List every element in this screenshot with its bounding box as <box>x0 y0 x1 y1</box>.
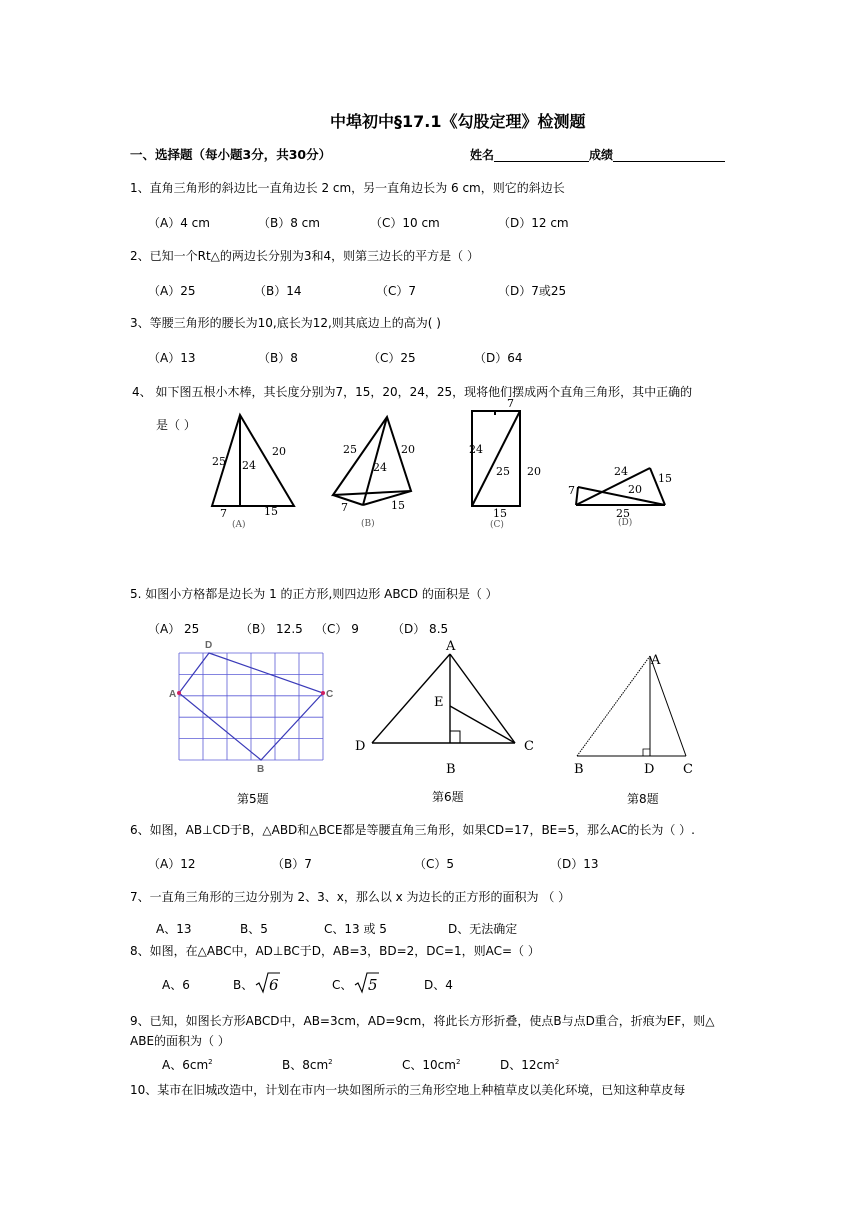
fig5-point-a: A <box>169 689 177 700</box>
fig4c-label-20: 20 <box>527 465 541 478</box>
q9-option-b <box>282 1058 333 1072</box>
figure-5-grid <box>165 636 345 781</box>
q8-option-b-label: B、 <box>233 978 254 992</box>
q5-stem: 5. 如图小方格都是边长为 1 的正方形,则四边形 ABCD 的面积是（ ） <box>130 587 498 601</box>
q3-option-c: （C）25 <box>368 351 416 365</box>
fig4a-label-24: 24 <box>242 459 256 472</box>
figure-4d <box>568 460 688 535</box>
fig6-point-c: C <box>524 739 534 754</box>
q3-option-a: （A）13 <box>148 351 196 365</box>
q7-option-b: B、5 <box>240 922 268 936</box>
name-blank[interactable] <box>494 148 589 162</box>
q9-option-c-text: C、10cm <box>402 1058 456 1072</box>
q7-option-c: C、13 或 5 <box>324 922 387 936</box>
fig4a-label-20: 20 <box>272 445 286 458</box>
q6-option-b: （B）7 <box>272 857 312 871</box>
q1-option-d: （D）12 cm <box>498 216 569 230</box>
fig4b-label-24: 24 <box>373 461 387 474</box>
q8-sqrt6-value: 6 <box>269 976 279 994</box>
fig4b-label-20: 20 <box>401 443 415 456</box>
q9-stem: 9、已知，如图长方形ABCD中，AB=3cm，AD=9cm，将此长方形折叠，使点B与点D重合，折痕为EF，则△ <box>130 1014 715 1028</box>
fig4a-label-7: 7 <box>220 507 227 520</box>
q8-sqrt6 <box>255 971 281 995</box>
q5-option-d: （D） 8.5 <box>392 622 449 636</box>
q9-option-c <box>402 1058 460 1072</box>
figure-8 <box>565 646 705 781</box>
fig4a-label-15: 15 <box>264 505 278 518</box>
fig4b-label-25: 25 <box>343 443 357 456</box>
q1-stem: 1、直角三角形的斜边比一直角边长 2 cm，另一直角边长为 6 cm，则它的斜边长 <box>130 181 565 195</box>
figure-4a <box>200 405 310 535</box>
fig6-point-a: A <box>446 639 456 654</box>
fig6-point-d: D <box>355 739 366 754</box>
fig6-point-b: B <box>446 762 456 777</box>
fig4a-label-25: 25 <box>212 455 226 468</box>
q1-option-a: （A）4 cm <box>148 216 210 230</box>
q2-option-d: （D）7或25 <box>498 284 567 298</box>
q6-stem: 6、如图，AB⊥CD于B，△ABD和△BCE都是等腰直角三角形，如果CD=17，BE=5，那么AC的长为（ ）. <box>130 823 695 837</box>
q4-stem-continued: 是（ ） <box>156 418 196 432</box>
q10-stem: 10、某市在旧城改造中，计划在市内一块如图所示的三角形空地上种植草皮以美化环境，已知这种草皮每 <box>130 1083 686 1097</box>
fig4c-caption: (C) <box>490 520 504 530</box>
fig4c-label-24: 24 <box>469 443 483 456</box>
q3-option-b: （B）8 <box>258 351 298 365</box>
q4-stem: 4、 如下图五根小木棒，其长度分别为7，15，20，24，25，现将他们摆成两个直角三角形，其中正确的 <box>132 385 693 399</box>
q6-option-a: （A）12 <box>148 857 196 871</box>
grid-lines <box>179 653 323 760</box>
figure-4b <box>325 405 435 535</box>
q6-option-c: （C）5 <box>414 857 455 871</box>
fig4b-caption: (B) <box>361 519 375 529</box>
fig6-point-e: E <box>434 695 444 710</box>
fig8-point-d: D <box>644 762 655 777</box>
fig4a-caption: (A) <box>232 520 246 530</box>
q9-option-c-sup: 2 <box>455 1058 461 1066</box>
fig4d-label-25: 25 <box>616 507 630 520</box>
q8-sqrt5 <box>354 971 380 995</box>
q9-option-a-text: A、6cm <box>162 1058 209 1072</box>
q2-stem: 2、已知一个Rt△的两边长分别为3和4，则第三边长的平方是（ ） <box>130 249 479 263</box>
q9-option-d-sup: 2 <box>554 1058 560 1066</box>
caption-fig8: 第8题 <box>627 792 659 806</box>
q5-option-a: （A） 25 <box>148 622 200 636</box>
fig4d-label-24: 24 <box>614 465 628 478</box>
q9-option-d-text: D、12cm <box>500 1058 555 1072</box>
fig5-point-d: D <box>205 640 213 651</box>
fig4c-label-15: 15 <box>493 507 507 520</box>
name-field[interactable] <box>470 148 725 162</box>
q9-option-b-text: B、8cm <box>282 1058 329 1072</box>
q9-option-a-sup: 2 <box>208 1058 213 1066</box>
q9-stem-continued: ABE的面积为（ ） <box>130 1034 230 1048</box>
q3-option-d: （D）64 <box>474 351 523 365</box>
fig4c-label-25: 25 <box>496 465 510 478</box>
caption-fig6: 第6题 <box>432 790 464 804</box>
q8-sqrt5-value: 5 <box>368 976 378 994</box>
fig4c-label-7: 7 <box>507 397 514 410</box>
q3-stem: 3、等腰三角形的腰长为10,底长为12,则其底边上的高为( ) <box>130 316 441 330</box>
name-label: 姓名 <box>470 148 495 162</box>
q1-option-b: （B）8 cm <box>258 216 320 230</box>
q2-option-c: （C）7 <box>376 284 417 298</box>
caption-fig5: 第5题 <box>237 792 269 806</box>
q7-option-a: A、13 <box>156 922 192 936</box>
fig8-point-c: C <box>683 762 693 777</box>
fig5-point-c: C <box>326 689 334 700</box>
fig4d-label-20: 20 <box>628 483 642 496</box>
score-label: 成绩 <box>589 148 614 162</box>
fig5-point-b: B <box>257 764 265 775</box>
section-heading: 一、选择题（每小题3分，共30分） <box>130 147 332 162</box>
fig4d-label-15: 15 <box>658 472 672 485</box>
fig8-point-b: B <box>574 762 584 777</box>
q2-option-a: （A）25 <box>148 284 196 298</box>
q8-option-d: D、4 <box>424 978 453 992</box>
q8-option-a: A、6 <box>162 978 190 992</box>
page-title: 中埠初中§17.1《勾股定理》检测题 <box>330 112 586 131</box>
fig8-point-a: A <box>651 653 661 668</box>
q8-option-b <box>233 978 253 992</box>
figure-6 <box>350 636 540 781</box>
q5-option-c: （C） 9 <box>315 622 359 636</box>
figure-4c <box>455 395 555 535</box>
q9-option-a <box>162 1058 213 1072</box>
q7-option-d: D、无法确定 <box>448 922 518 936</box>
fig4b-label-7: 7 <box>341 501 348 514</box>
q1-option-c: （C）10 cm <box>370 216 440 230</box>
q8-option-c-label: C、 <box>332 978 353 992</box>
q9-option-d <box>500 1058 559 1072</box>
q8-stem: 8、如图，在△ABC中，AD⊥BC于D，AB=3，BD=2，DC=1，则AC=（ ） <box>130 944 540 958</box>
q9-option-b-sup: 2 <box>328 1058 333 1066</box>
q5-option-b: （B） 12.5 <box>240 622 303 636</box>
fig4b-label-15: 15 <box>391 499 405 512</box>
fig4d-label-7: 7 <box>568 484 575 497</box>
score-blank[interactable] <box>613 148 725 162</box>
q2-option-b: （B）14 <box>254 284 302 298</box>
q7-stem: 7、一直角三角形的三边分别为 2、3、x，那么以 x 为边长的正方形的面积为 （ ） <box>130 890 571 904</box>
q6-option-d: （D）13 <box>550 857 599 871</box>
fig4d-caption: (D) <box>618 518 633 528</box>
q8-option-c <box>332 978 352 992</box>
